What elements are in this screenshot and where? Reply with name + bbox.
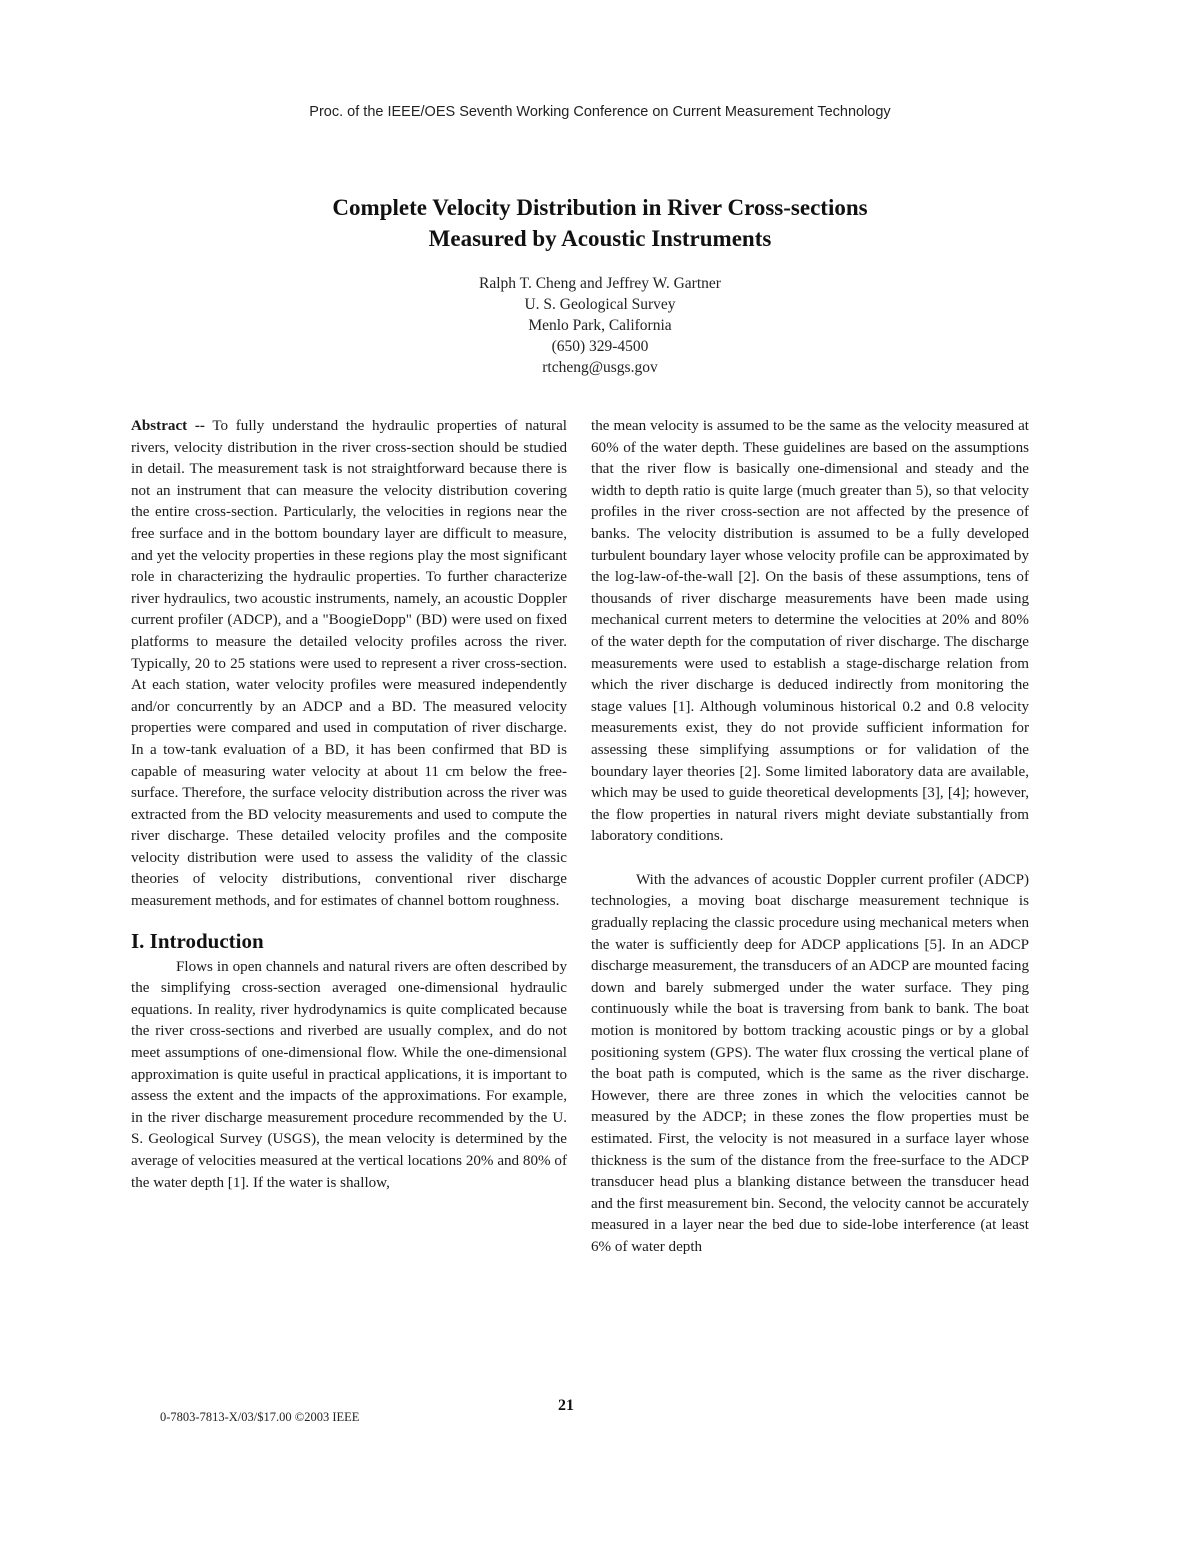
- intro-paragraph-2: With the advances of acoustic Doppler current profiler (ADCP) technologies, a moving boat discharge measurement technique is gradually replacing the classic procedure using mechanical meters when the water is sufficiently deep for ADCP applications [5]. In an ADCP discharge measurement, the transducers of an ADCP are mounted facing down and barely submerged under the water surface. They ping continuously while the boat is traversing from bank to bank. The boat motion is monitored by bottom tracking acoustic pings or by a global positioning system (GPS). The water flux crossing the vertical plane of the boat path is computed, which is the same as the river discharge. However, there are three zones in which the velocities cannot be measured by the ADCP; in these zones the flow properties must be estimated. First, the velocity is not measured in a surface layer whose thickness is the sum of the distance from the free-surface to the ADCP transducer head plus a blanking distance between the transducer head and the first measurement bin. Second, the velocity cannot be accurately measured in a layer near the bed due to side-lobe interference (at least 6% of water depth: [591, 871, 1029, 1255]
- page-number: 21: [558, 1397, 574, 1414]
- author-affiliation: U. S. Geological Survey: [524, 296, 676, 313]
- title-line-1: Complete Velocity Distribution in River Cross-sections: [332, 195, 868, 220]
- author-phone: (650) 329-4500: [551, 338, 649, 355]
- copyright-line: 0-7803-7813-X/03/$17.00 ©2003 IEEE: [160, 1410, 360, 1424]
- section-heading-introduction: I. Introduction: [131, 928, 264, 953]
- author-names: Ralph T. Cheng and Jeffrey W. Gartner: [479, 275, 721, 292]
- intro-paragraph-1: Flows in open channels and natural rivers are often described by the simplifying cross-section averaged one-dimensional hydraulic equations. In reality, river hydrodynamics is quite complicated because the river cross-sections and riverbed are usually complex, and do not meet assumptions of one-dimensional flow. While the one-dimensional approximation is quite useful in practical applications, it is important to assess the extent and the impacts of the approximations. For example, in the river discharge measurement procedure recommended by the U. S. Geological Survey (USGS), the mean velocity is determined by the average of velocities measured at the vertical locations 20% and 80% of the water depth [1]. If the water is shallow,: [131, 958, 567, 1191]
- title-line-2: Measured by Acoustic Instruments: [428, 226, 772, 251]
- author-email: rtcheng@usgs.gov: [542, 359, 658, 376]
- left-column: [131, 416, 567, 1194]
- abstract: [131, 416, 567, 913]
- abstract-label: Abstract --: [131, 418, 205, 434]
- author-block: [0, 273, 1200, 378]
- author-location: Menlo Park, California: [528, 317, 672, 334]
- abstract-text: To fully understand the hydraulic properties of natural rivers, velocity distribution in the river cross-section should be studied in detail. The measurement task is not straightforward because there is not an instrument that can measure the velocity distribution covering the entire cross-section. Particularly, the velocities in regions near the free surface and in the bottom boundary layer are difficult to measure, and yet the velocity properties in these regions play the most significant role in characterizing the hydraulic properties. To further characterize river hydraulics, two acoustic instruments, namely, an acoustic Doppler current profiler (ADCP), and a "BoogieDopp" (BD) were used on fixed platforms to measure the detailed velocity profiles across the river. Typically, 20 to 25 stations were used to represent a river cross-section. At each station, water velocity profiles were measured independently and/or concurrently by an ADCP and a BD. The measured velocity properties were compared and used in computation of river discharge. In a tow-tank evaluation of a BD, it has been confirmed that BD is capable of measuring water velocity at about 11 cm below the free-surface. Therefore, the surface velocity distribution across the river was extracted from the BD velocity measurements and used to compute the river discharge. These detailed velocity profiles and the composite velocity distribution were used to assess the validity of the classic theories of velocity distributions, conventional river discharge measurement methods, and for estimates of channel bottom roughness.: [131, 418, 567, 910]
- right-column: [591, 416, 1029, 1259]
- paper-title: [0, 192, 1200, 254]
- conference-header: Proc. of the IEEE/OES Seventh Working Conference on Current Measurement Technology: [309, 104, 891, 120]
- intro-paragraph-1-continued: the mean velocity is assumed to be the same as the velocity measured at 60% of the water depth. These guidelines are based on the assumptions that the river flow is basically one-dimensional and steady and the width to depth ratio is quite large (much greater than 5), so that velocity profiles in the river cross-section are not affected by the presence of banks. The velocity distribution is assumed to be a fully developed turbulent boundary layer whose velocity profile can be approximated by the log-law-of-the-wall [2]. On the basis of these assumptions, tens of thousands of river discharge measurements have been made using mechanical current meters to determine the velocities at 20% and 80% of the water depth for the computation of river discharge. The discharge measurements were used to establish a stage-discharge relation from which the river discharge is deduced indirectly from monitoring the stage values [1]. Although voluminous historical 0.2 and 0.8 velocity measurements exist, they do not provide sufficient information for assessing these simplifying assumptions or for validation of the boundary layer theories [2]. Some limited laboratory data are available, which may be used to guide theoretical developments [3], [4]; however, the flow properties in natural rivers might deviate substantially from laboratory conditions.: [591, 418, 1029, 845]
